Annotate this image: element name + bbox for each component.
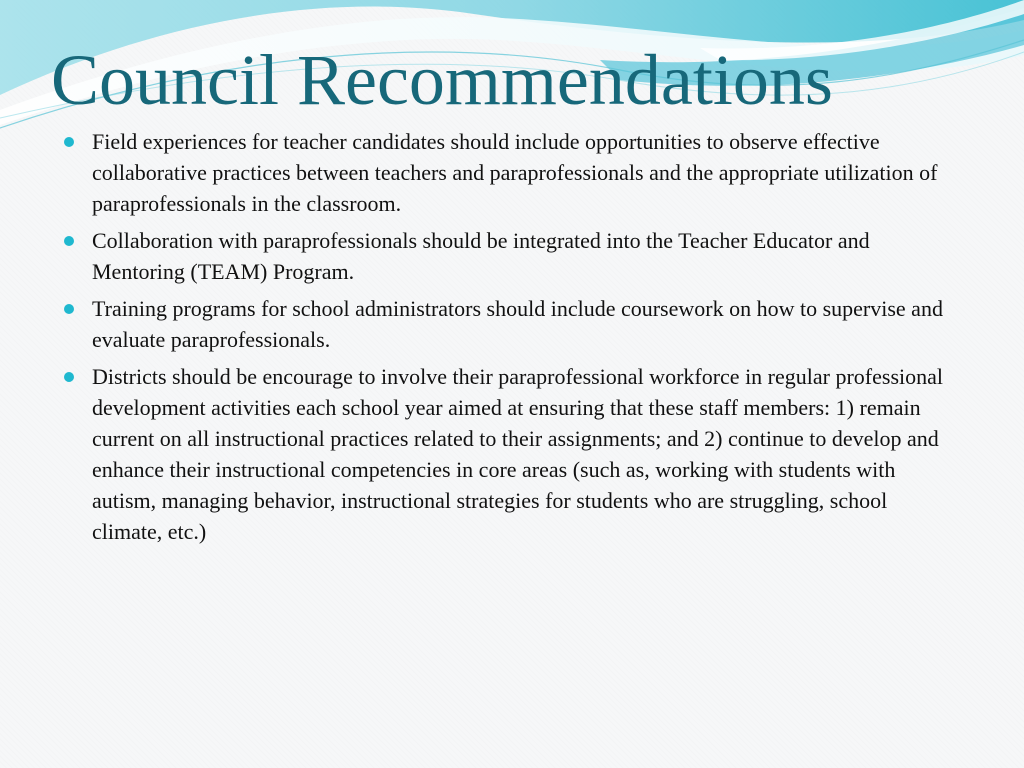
bullet-circle-icon [64, 304, 74, 314]
bullet-text: Collaboration with paraprofessionals should be integrated into the Teacher Educator and Mentoring (TEAM) Program. [92, 228, 870, 284]
bullet-text: Districts should be encourage to involve their paraprofessional workforce in regular professional development activities each school year aimed at ensuring that these staff members: 1) remain current on all instructional practices related to their assignments; and 2) continue to develop and enhance their instructional competencies in core areas (such as, working with students with autism, managing behavior, instructional strategies for students who are struggling, school climate, etc.) [92, 364, 944, 544]
bullet-item [62, 126, 962, 219]
bullet-text: Training programs for school administrators should include coursework on how to supervise and evaluate paraprofessionals. [92, 296, 943, 352]
bullet-circle-icon [64, 236, 74, 246]
bullet-text: Field experiences for teacher candidates should include opportunities to observe effective collaborative practices between teachers and paraprofessionals and the appropriate utilization of paraprofessionals in the classroom. [92, 129, 938, 216]
bullet-item [62, 225, 962, 287]
bullet-circle-icon [64, 372, 74, 382]
bullet-item [62, 293, 962, 355]
slide-title: Council Recommendations [51, 40, 833, 120]
bullet-list [62, 126, 962, 553]
bullet-item [62, 361, 962, 547]
bullet-circle-icon [64, 137, 74, 147]
